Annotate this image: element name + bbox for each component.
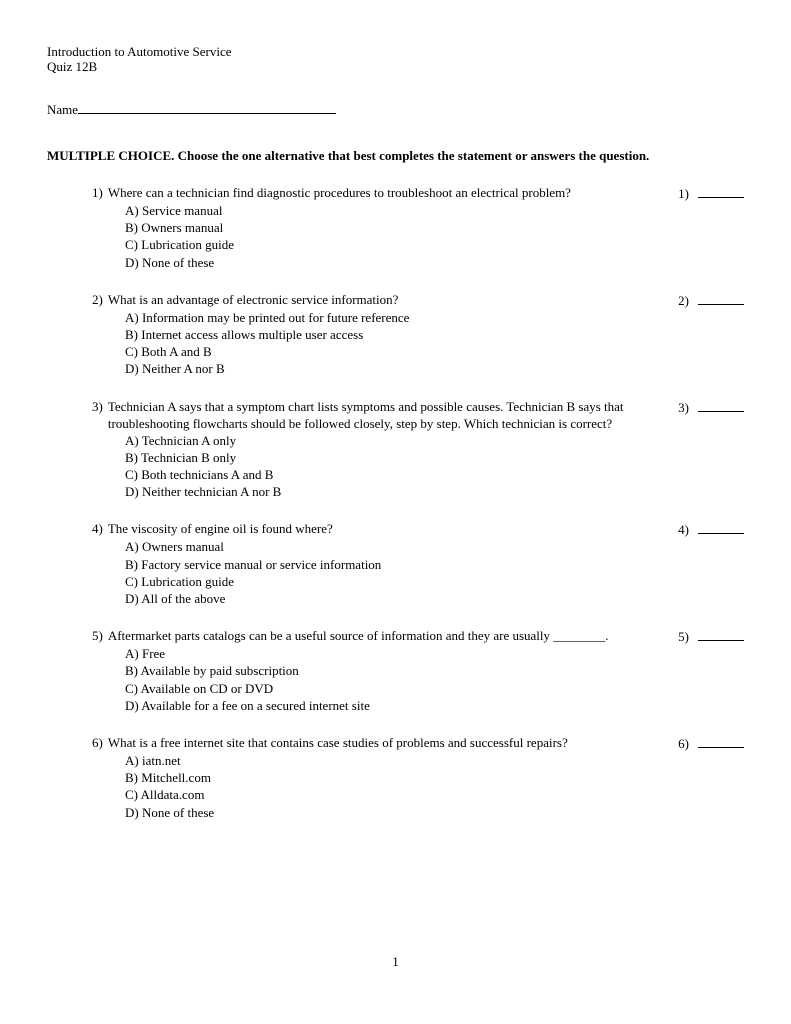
answer-area: [678, 520, 744, 538]
option-item: B) Mitchell.com: [125, 770, 211, 786]
option-item: C) Available on CD or DVD: [125, 680, 274, 696]
answer-blank: [698, 398, 744, 412]
question-row: [92, 627, 744, 645]
option-item: D) Neither technician A nor B: [125, 484, 282, 500]
answer-number: 6): [678, 736, 689, 752]
answer-number: 2): [678, 292, 689, 308]
option-item: B) Owners manual: [125, 220, 224, 236]
quiz-title: Quiz 12B: [47, 59, 98, 74]
question-item: [92, 398, 744, 501]
question-row: [92, 734, 744, 752]
question-text: Aftermarket parts catalogs can be a useful source of information and they are usually ________.: [107, 628, 609, 644]
question-text: Where can a technician find diagnostic procedures to troubleshoot an electrical problem?: [107, 185, 571, 200]
options-list: [92, 432, 744, 501]
answer-blank: [698, 627, 744, 641]
question-main: [92, 520, 654, 537]
question-item: [92, 184, 744, 271]
option-item: C) Alldata.com: [125, 787, 205, 803]
answer-number: 1): [678, 186, 689, 201]
question-text: The viscosity of engine oil is found where?: [107, 521, 333, 537]
option-item: A) Service manual: [125, 203, 223, 218]
option-item: B) Technician B only: [125, 449, 237, 465]
option-item: D) Available for a fee on a secured internet site: [125, 697, 370, 713]
answer-blank: [698, 734, 744, 748]
question-text: Technician A says that a symptom chart lists symptoms and possible causes. Technician B says that troubleshooting flowcharts should be followed closely, step by step. Which technician is correct?: [107, 398, 624, 431]
answer-number: 5): [678, 629, 689, 645]
answer-area: [678, 734, 744, 752]
options-list: [92, 538, 744, 607]
answer-blank: [698, 520, 744, 534]
name-underline: [78, 100, 336, 114]
option-item: C) Lubrication guide: [125, 573, 235, 589]
options-list: [92, 645, 744, 714]
questions: [47, 184, 744, 821]
option-item: C) Lubrication guide: [125, 237, 235, 253]
question-item: [92, 627, 744, 714]
question-row: [92, 184, 744, 202]
instruction-text: MULTIPLE CHOICE. Choose the one alternative that best completes the statement or answers the question.: [47, 148, 650, 163]
option-item: C) Both technicians A and B: [125, 467, 274, 483]
question-main: [92, 734, 654, 751]
answer-area: [678, 291, 744, 309]
question-row: [92, 520, 744, 538]
question-text: What is an advantage of electronic service information?: [107, 291, 399, 307]
answer-area: [678, 627, 744, 645]
question-main: [92, 184, 654, 201]
options-list: [92, 309, 744, 378]
option-item: D) Neither A nor B: [125, 361, 225, 377]
option-item: C) Both A and B: [125, 344, 212, 360]
question-main: [92, 627, 654, 644]
question-main: [92, 398, 654, 432]
option-item: D) All of the above: [125, 591, 226, 607]
question-row: [92, 398, 744, 432]
answer-blank: [698, 184, 744, 198]
question-number: 2): [92, 291, 103, 307]
option-item: D) None of these: [125, 254, 215, 270]
question-item: [92, 520, 744, 607]
option-item: A) Free: [125, 646, 166, 662]
question-number: 6): [92, 735, 103, 751]
option-item: A) iatn.net: [125, 753, 181, 769]
options-list: [92, 202, 744, 271]
option-item: B) Internet access allows multiple user access: [125, 327, 364, 343]
answer-number: 4): [678, 522, 689, 538]
option-item: A) Information may be printed out for future reference: [125, 309, 410, 325]
question-item: [92, 734, 744, 821]
options-list: [92, 752, 744, 821]
question-main: [92, 291, 654, 308]
question-item: [92, 291, 744, 378]
question-number: 4): [92, 521, 103, 537]
question-number: 3): [92, 398, 103, 414]
option-item: A) Owners manual: [125, 539, 224, 555]
name-row: [47, 100, 744, 118]
answer-number: 3): [678, 399, 689, 415]
course-title: Introduction to Automotive Service: [47, 44, 232, 59]
question-number: 5): [92, 628, 103, 644]
name-label: Name: [47, 102, 79, 117]
answer-area: [678, 184, 744, 202]
page-number: 1: [392, 954, 399, 969]
question-row: [92, 291, 744, 309]
question-number: 1): [92, 185, 103, 200]
answer-blank: [698, 291, 744, 305]
option-item: B) Factory service manual or service information: [125, 556, 382, 572]
answer-area: [678, 398, 744, 416]
option-item: A) Technician A only: [125, 432, 237, 448]
option-item: B) Available by paid subscription: [125, 663, 299, 679]
option-item: D) None of these: [125, 804, 215, 820]
question-text: What is a free internet site that contains case studies of problems and successful repairs?: [107, 735, 568, 751]
